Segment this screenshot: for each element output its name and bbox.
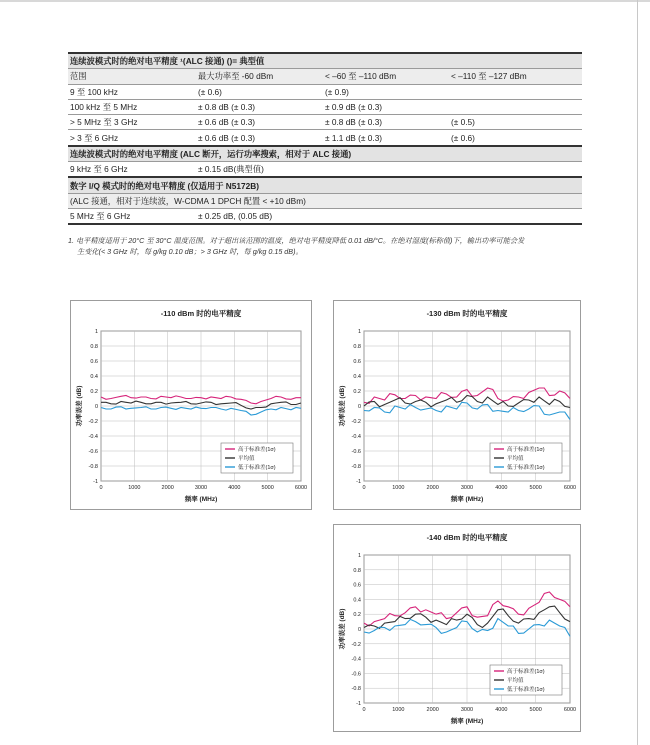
- y-tick-label: -1: [356, 701, 361, 707]
- x-tick-label: 0: [362, 707, 366, 713]
- y-tick-label: 0.6: [353, 582, 361, 589]
- table-cell: (± 0.9): [325, 86, 349, 97]
- x-tick-label: 6000: [563, 707, 577, 713]
- table-row: [68, 208, 582, 224]
- x-tick-label: 3000: [194, 485, 208, 491]
- legend-entry: 低于标准差(1σ): [238, 465, 276, 471]
- table-header-row: [68, 69, 582, 84]
- table-cell: (± 0.6): [198, 86, 222, 97]
- y-tick-label: 0: [357, 404, 361, 410]
- footnote: [68, 235, 588, 257]
- x-tick-label: 5000: [529, 485, 542, 491]
- y-tick-label: -0.2: [351, 641, 361, 648]
- x-tick-label: 1000: [392, 485, 405, 491]
- table-cell: 数字 I/Q 模式时的绝对电平精度 (仅适用于 N5172B): [68, 177, 582, 193]
- y-tick-label: -0.4: [351, 434, 361, 440]
- x-axis-label: 频率 (MHz): [450, 718, 484, 725]
- table-cell: ± 0.9 dB (± 0.3): [325, 102, 383, 113]
- chart-130dbm-svg: [334, 301, 580, 509]
- y-tick-label: -0.6: [88, 449, 98, 455]
- x-tick-label: 4000: [495, 485, 508, 491]
- y-tick-label: -0.2: [88, 419, 98, 425]
- x-tick-label: 3000: [460, 485, 474, 491]
- y-axis-label: 功率误差 (dB): [339, 385, 346, 427]
- y-tick-label: 1: [94, 329, 98, 335]
- table-cell: ± 0.6 dB (± 0.3): [198, 132, 256, 143]
- table-cell: ± 0.8 dB (± 0.3): [325, 117, 383, 128]
- y-tick-label: -0.8: [351, 686, 361, 693]
- y-tick-label: 0.2: [353, 612, 361, 619]
- footnote-line-2: 生变化(< 3 GHz 时，每 g/kg 0.10 dB；> 3 GHz 时，每 g/kg 0.15 dB)。: [77, 247, 303, 256]
- y-tick-label: 0.8: [353, 567, 361, 574]
- y-tick-label: 0: [357, 627, 361, 633]
- chart-110dbm: [70, 300, 312, 510]
- table-row: [68, 115, 582, 130]
- y-tick-label: -0.8: [88, 464, 98, 470]
- chart-140dbm: [333, 524, 581, 732]
- table-section-row: [68, 177, 582, 193]
- x-tick-label: 1000: [392, 707, 405, 713]
- table-cell: 9 至 100 kHz: [70, 86, 118, 97]
- y-tick-label: -0.8: [351, 464, 361, 470]
- table-row: [68, 162, 582, 178]
- y-tick-label: -0.6: [351, 671, 361, 678]
- legend-entry: 高于标准差(1σ): [507, 669, 545, 675]
- table-cell: 范围: [68, 69, 196, 84]
- x-axis-label: 频率 (MHz): [450, 496, 484, 503]
- chart-title: -140 dBm 时的电平精度: [426, 533, 508, 542]
- table-cell: 9 kHz 至 6 GHz: [70, 164, 128, 175]
- y-tick-label: 0.2: [353, 389, 361, 395]
- table-cell: > 5 MHz 至 3 GHz: [70, 117, 138, 128]
- table-cell: [449, 99, 582, 114]
- y-tick-label: 0.6: [353, 359, 361, 365]
- chart-140dbm-svg: [334, 525, 580, 731]
- table-header-row: [68, 193, 582, 208]
- y-tick-label: 0.8: [353, 344, 361, 350]
- table-cell: (ALC 接通，相对于连续波，W-CDMA 1 DPCH 配置 < +10 dBm): [68, 193, 582, 208]
- x-tick-label: 5000: [529, 707, 542, 713]
- y-tick-label: 0.4: [353, 374, 361, 380]
- legend-entry: 平均值: [507, 456, 524, 462]
- table-cell: 连续波模式时的绝对电平精度 (ALC 断开，运行功率搜索，相对于 ALC 接通): [68, 146, 582, 162]
- x-tick-label: 6000: [294, 485, 308, 491]
- x-axis-label: 频率 (MHz): [184, 496, 218, 503]
- footnote-line-1: 1. 电平精度适用于 20°C 至 30°C 温度范围。对于超出该范围的温度，绝对电平精度降低 0.01 dB/°C。在绝对湿度(标称值)下，输出功率可能会发: [68, 236, 525, 245]
- legend-entry: 高于标准差(1σ): [507, 447, 545, 453]
- table-cell: < –110 至 –127 dBm: [449, 69, 582, 84]
- y-tick-label: -0.6: [351, 449, 361, 455]
- table-row: [68, 99, 582, 114]
- x-tick-label: 6000: [563, 485, 577, 491]
- y-tick-label: -0.4: [351, 656, 361, 663]
- table-cell: ± 0.8 dB (± 0.3): [198, 102, 256, 113]
- legend-entry: 平均值: [507, 678, 524, 684]
- y-axis-label: 功率误差 (dB): [76, 385, 83, 427]
- x-tick-label: 0: [99, 485, 103, 491]
- table-cell: [449, 208, 582, 224]
- table-cell: > 3 至 6 GHz: [70, 132, 119, 143]
- legend-entry: 高于标准差(1σ): [238, 447, 276, 453]
- table-cell: ± 0.25 dB, (0.05 dB): [198, 211, 273, 222]
- chart-title: -130 dBm 时的电平精度: [426, 309, 508, 318]
- table-cell: ± 0.6 dB (± 0.3): [198, 117, 256, 128]
- y-tick-label: 1: [357, 329, 361, 335]
- table-section-row: [68, 53, 582, 69]
- table-cell: ± 1.1 dB (± 0.3): [325, 132, 383, 143]
- legend-entry: 低于标准差(1σ): [507, 465, 545, 471]
- page-border: [637, 0, 638, 745]
- x-tick-label: 5000: [261, 485, 274, 491]
- chart-130dbm: [333, 300, 581, 510]
- table-cell: 连续波模式时的绝对电平精度 ¹(ALC 接通) ()= 典型值: [68, 53, 582, 69]
- y-tick-label: 1: [357, 553, 361, 559]
- table-cell: 100 kHz 至 5 MHz: [70, 102, 138, 113]
- y-tick-label: -1: [356, 479, 361, 485]
- table-cell: (± 0.6): [451, 132, 475, 143]
- y-tick-label: 0.4: [90, 374, 98, 380]
- chart-110dbm-svg: [71, 301, 311, 509]
- chart-title: -110 dBm 时的电平精度: [160, 309, 242, 318]
- x-tick-label: 0: [362, 485, 366, 491]
- y-tick-label: 0.6: [90, 359, 98, 365]
- y-tick-label: -0.4: [88, 434, 98, 440]
- x-tick-label: 2000: [426, 707, 439, 713]
- table-cell: [449, 84, 582, 99]
- table-row: [68, 84, 582, 99]
- table-cell: (± 0.5): [451, 117, 475, 128]
- table-row: [68, 130, 582, 146]
- x-tick-label: 4000: [228, 485, 241, 491]
- legend-entry: 平均值: [238, 456, 255, 462]
- table-cell: [449, 162, 582, 178]
- y-tick-label: -0.2: [351, 419, 361, 425]
- y-tick-label: 0.2: [90, 389, 98, 395]
- table-cell: < –60 至 –110 dBm: [323, 69, 449, 84]
- y-axis-label: 功率误差 (dB): [339, 608, 346, 650]
- y-tick-label: -1: [93, 479, 98, 485]
- spec-table: [68, 52, 582, 225]
- table-cell: [323, 208, 449, 224]
- y-tick-label: 0.4: [353, 597, 361, 604]
- x-tick-label: 2000: [426, 485, 439, 491]
- x-tick-label: 3000: [460, 707, 474, 713]
- table-cell: [323, 162, 449, 178]
- table-cell: 5 MHz 至 6 GHz: [70, 211, 131, 222]
- top-rule: [0, 0, 650, 2]
- y-tick-label: 0.8: [90, 344, 98, 350]
- table-cell: 最大功率至 -60 dBm: [196, 69, 323, 84]
- table-section-row: [68, 146, 582, 162]
- x-tick-label: 1000: [128, 485, 141, 491]
- y-tick-label: 0: [94, 404, 98, 410]
- table-cell: ± 0.15 dB(典型值): [198, 164, 264, 175]
- legend-entry: 低于标准差(1σ): [507, 687, 545, 693]
- x-tick-label: 2000: [161, 485, 174, 491]
- x-tick-label: 4000: [495, 707, 508, 713]
